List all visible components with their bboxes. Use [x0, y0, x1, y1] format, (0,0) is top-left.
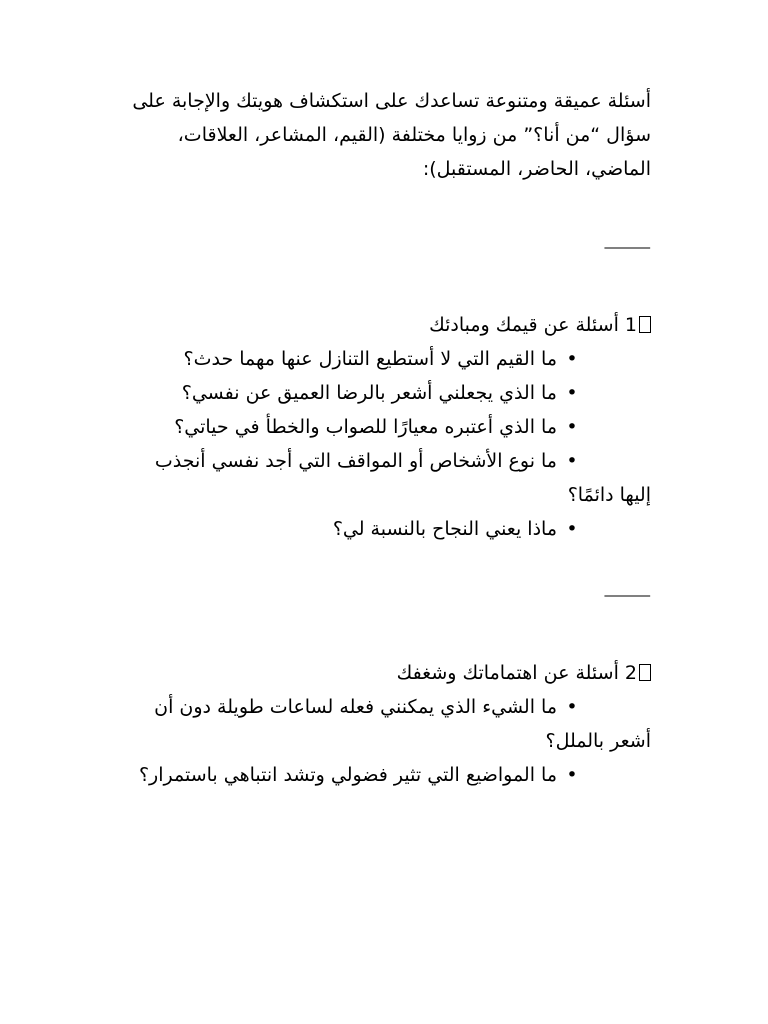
bullet-icon: •: [566, 518, 578, 540]
bullet-icon: •: [566, 450, 578, 472]
missing-glyph-icon: [639, 316, 651, 333]
list-item: [131, 758, 651, 792]
question-text: ماذا يعني النجاح بالنسبة لي؟: [332, 518, 557, 540]
bullet-icon: •: [566, 764, 578, 786]
section-title: أسئلة عن قيمك ومبادئك: [429, 314, 619, 336]
section-separator: ⸻: [603, 236, 651, 258]
question-text: ما المواضيع التي تثير فضولي وتشد انتباهي باستمرار؟: [138, 764, 557, 786]
bullet-icon: •: [566, 348, 578, 370]
section-number: 1: [624, 314, 637, 336]
list-item: [131, 512, 651, 546]
question-text: ما نوع الأشخاص أو المواقف التي أجد نفسي أنجذب إليها دائمًا؟: [154, 450, 651, 506]
question-text: ما الذي يجعلني أشعر بالرضا العميق عن نفسي؟: [181, 382, 557, 404]
section-heading: [131, 656, 651, 690]
question-list: [131, 690, 651, 792]
section-separator: ⸻: [603, 584, 651, 606]
list-item: [131, 690, 651, 758]
missing-glyph-icon: [639, 664, 651, 681]
section-title: أسئلة عن اهتماماتك وشغفك: [396, 662, 619, 684]
section-number: 2: [624, 662, 637, 684]
question-list: [131, 342, 651, 546]
question-text: ما الذي أعتبره معيارًا للصواب والخطأ في حياتي؟: [174, 416, 557, 438]
question-text: ما الشيء الذي يمكنني فعله لساعات طويلة دون أن أشعر بالملل؟: [154, 696, 651, 752]
bullet-icon: •: [566, 416, 578, 438]
list-item: [131, 342, 651, 376]
list-item: [131, 410, 651, 444]
document-body: [131, 84, 651, 792]
intro-paragraph: أسئلة عميقة ومتنوعة تساعدك على استكشاف هويتك والإجابة على سؤال “من أنا؟” من زوايا مختلفة (القيم، المشاعر، العلاقات، الماضي، الحاضر، المستقبل):: [132, 90, 651, 180]
question-text: ما القيم التي لا أستطيع التنازل عنها مهما حدث؟: [183, 348, 557, 370]
bullet-icon: •: [566, 696, 578, 718]
section-heading: [131, 308, 651, 342]
list-item: [131, 376, 651, 410]
bullet-icon: •: [566, 382, 578, 404]
list-item: [131, 444, 651, 512]
